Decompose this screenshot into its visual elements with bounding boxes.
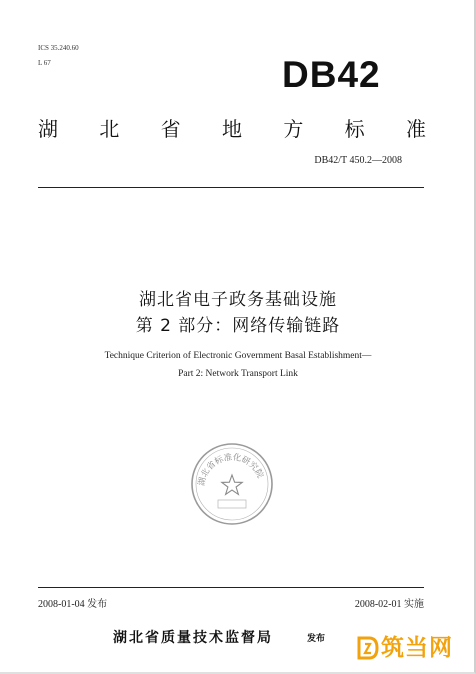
seal-text: 湖北省标准化研究院 [196,452,265,487]
standard-type-char: 标 [344,117,365,141]
standard-number: DB42/T 450.2—2008 [314,155,402,166]
standard-type-char: 省 [160,117,181,141]
cn-title-line1: 湖北省电子政务基础设施 [139,290,337,310]
en-title-line2: Part 2: Network Transport Link [178,369,298,379]
implement-date: 2008-02-01 实施 [354,599,424,610]
db-code: DB42 [282,54,381,95]
watermark-text: 筑当网 [381,635,453,661]
watermark-logo-icon [356,634,380,662]
seal-bar [218,500,246,508]
issuer-suffix: 发布 [307,634,326,644]
top-divider [38,187,424,188]
standard-type-char: 方 [283,117,304,141]
issue-date: 2008-01-04 发布 [38,599,108,610]
standard-type-char: 湖 [38,117,58,141]
institute-seal [190,442,274,526]
classification-code: L 67 [38,59,51,67]
issuer-name: 湖北省质量技术监督局 [113,630,273,646]
standard-type-char: 地 [221,117,242,141]
cn-title-line2: 第 2 部分：网络传输链路 [135,316,341,336]
ics-code: ICS 35.240.60 [38,44,79,52]
star-icon [222,475,242,494]
standard-type-title [38,113,426,142]
standard-type-char: 准 [405,117,426,141]
en-title-line1: Technique Criterion of Electronic Government Basal Establishment— [104,351,372,361]
bottom-divider [38,587,424,588]
standard-type-char: 北 [99,117,120,141]
